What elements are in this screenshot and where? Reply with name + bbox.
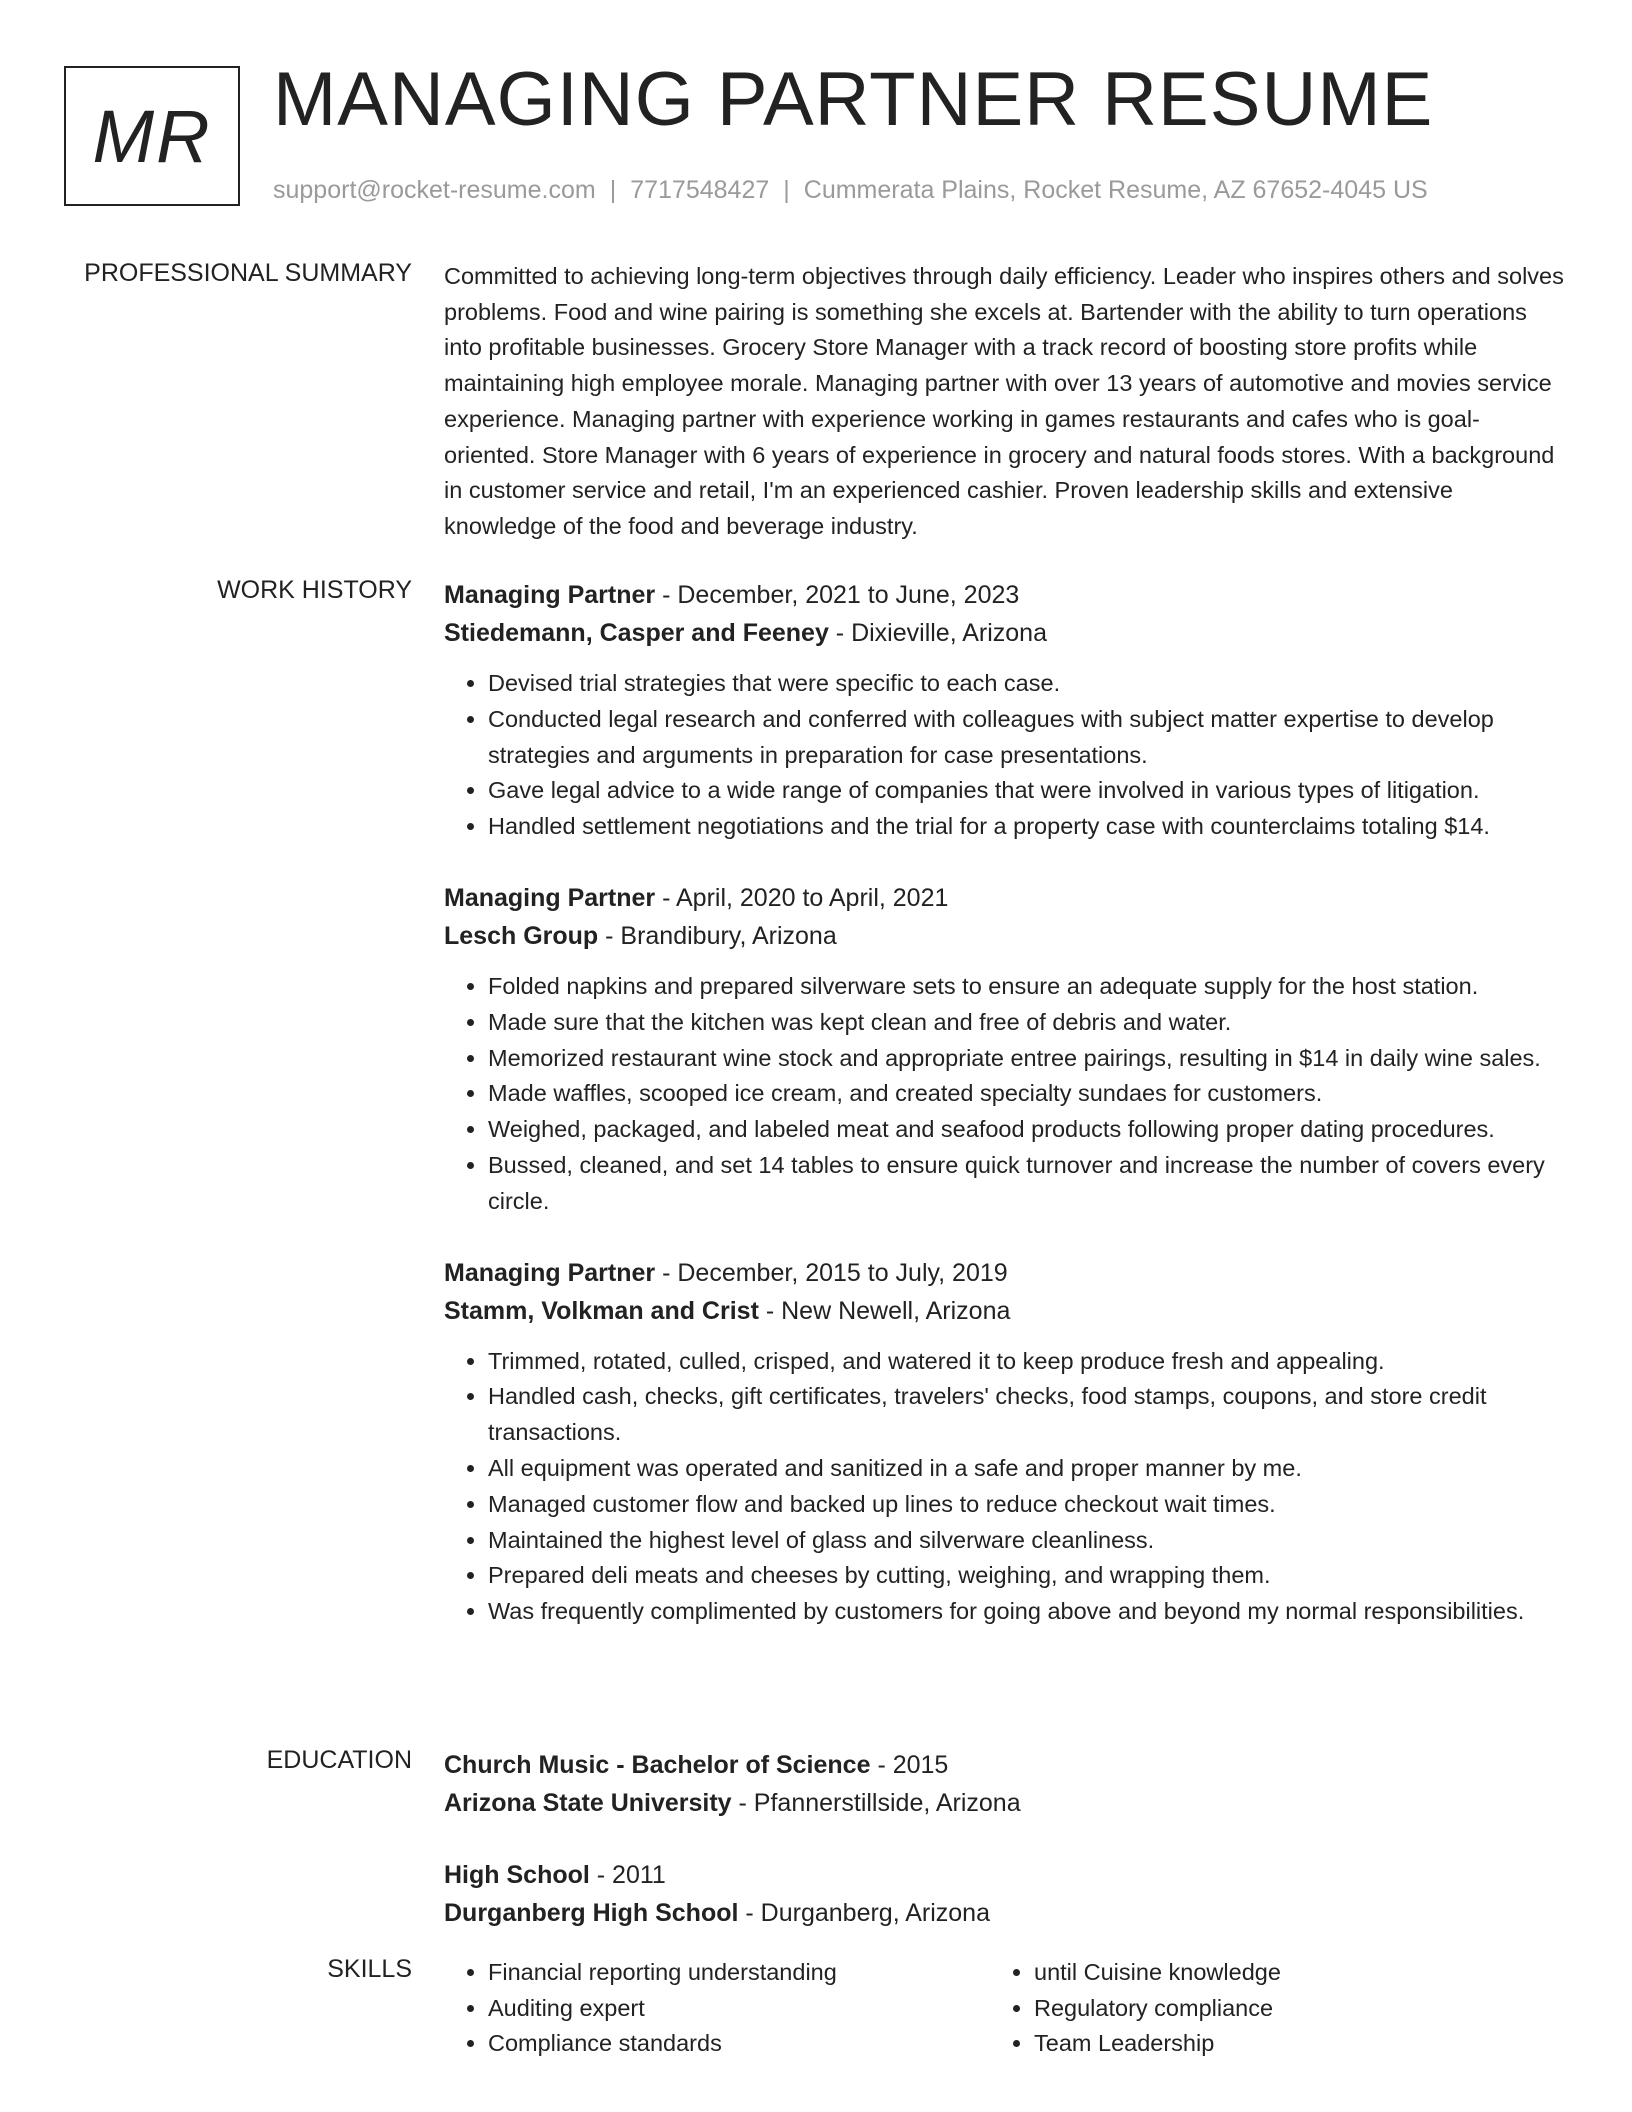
education-location: - Durganberg, Arizona (738, 1899, 990, 1927)
job-entry (444, 576, 1564, 845)
job-title-line (444, 879, 1564, 917)
skill-item: • Compliance standards (488, 2026, 990, 2062)
job-bullet: • Was frequently complimented by customers for going above and beyond my normal responsibilities. (488, 1594, 1564, 1630)
contact-separator: | (609, 176, 617, 204)
section-label-skills: SKILLS (327, 1955, 412, 1983)
job-company: Lesch Group (444, 921, 599, 950)
job-company: Stiedemann, Casper and Feeney (444, 619, 829, 647)
skill-item: • until Cuisine knowledge (1034, 1955, 1536, 1991)
job-title: Managing Partner (444, 1258, 656, 1287)
job-bullets (444, 666, 1564, 845)
education-year: - 2015 (870, 1751, 949, 1779)
education-degree: High School (444, 1861, 590, 1889)
section-label-education: EDUCATION (266, 1746, 412, 1774)
job-bullet: • Bussed, cleaned, and set 14 tables to ensure quick turnover and increase the number of covers every circle. (488, 1148, 1564, 1220)
skill-item: • Team Leadership (1034, 2026, 1536, 2062)
job-company-line (444, 917, 1564, 955)
section-label-summary: PROFESSIONAL SUMMARY (84, 259, 412, 287)
education-body (444, 1746, 1564, 1966)
job-bullet: • Handled settlement negotiations and the trial for a property case with counterclaims totaling $14. (488, 809, 1564, 845)
skill-item: • Auditing expert (488, 1991, 990, 2027)
job-title: Managing Partner (444, 883, 656, 912)
job-bullet: • Maintained the highest level of glass and silverware cleanliness. (488, 1523, 1564, 1559)
job-company-line (444, 614, 1564, 652)
contact-phone: 7717548427 (630, 176, 770, 204)
education-entry (444, 1746, 1564, 1822)
summary-body (444, 259, 1564, 545)
job-bullet: • Conducted legal research and conferred with colleagues with subject matter expertise to develop strategies and arguments in preparation for case presentations. (488, 702, 1564, 774)
job-bullet: • All equipment was operated and sanitized in a safe and proper manner by me. (488, 1451, 1564, 1487)
skills-columns (444, 1955, 1564, 2062)
skill-item: • Financial reporting understanding (488, 1955, 990, 1991)
job-location: - Brandibury, Arizona (598, 921, 837, 950)
job-bullet: • Trimmed, rotated, culled, crisped, and watered it to keep produce fresh and appealing. (488, 1344, 1564, 1380)
section-label-work: WORK HISTORY (217, 576, 412, 604)
job-bullet: • Devised trial strategies that were specific to each case. (488, 666, 1564, 702)
skills-list-left (444, 1955, 990, 2062)
job-bullets (444, 969, 1564, 1220)
job-bullet: • Made sure that the kitchen was kept clean and free of debris and water. (488, 1005, 1564, 1041)
job-entry (444, 879, 1564, 1220)
job-dates: - December, 2021 to June, 2023 (655, 581, 1020, 609)
education-school-line (444, 1784, 1564, 1822)
job-bullet: • Gave legal advice to a wide range of companies that were involved in various types of litigation. (488, 773, 1564, 809)
education-school-line (444, 1894, 1564, 1932)
monogram-initials: MR (92, 94, 212, 178)
job-bullet: • Handled cash, checks, gift certificates, travelers' checks, food stamps, coupons, and store credit transactions. (488, 1379, 1564, 1451)
job-company: Stamm, Volkman and Crist (444, 1296, 759, 1325)
job-entry (444, 1254, 1564, 1630)
job-dates: - April, 2020 to April, 2021 (655, 883, 949, 912)
job-company-line (444, 1292, 1564, 1330)
summary-text: Committed to achieving long-term objectives through daily efficiency. Leader who inspires others and solves problems. Food and wine pairing is something she excels at. Bartender with the ability to turn operations into profitable businesses. Grocery Store Manager with a track record of boosting store profits while maintaining high employee morale. Managing partner with over 13 years of automotive and movies service experience. Managing partner with experience working in games restaurants and cafes who is goal-oriented. Store Manager with 6 years of experience in grocery and natural foods stores. With a background in customer service and retail, I'm an experienced cashier. Proven leadership skills and extensive knowledge of the food and beverage industry. (444, 263, 1564, 539)
monogram-box (64, 66, 240, 206)
job-bullet: • Managed customer flow and backed up lines to reduce checkout wait times. (488, 1487, 1564, 1523)
education-entry (444, 1856, 1564, 1932)
education-year: - 2011 (589, 1861, 666, 1889)
skills-body (444, 1955, 1564, 2062)
contact-line (273, 176, 1428, 205)
work-body (444, 576, 1564, 1664)
contact-separator: | (783, 176, 790, 204)
contact-address: Cummerata Plains, Rocket Resume, AZ 67652-4045 US (803, 176, 1428, 204)
skill-item: • Regulatory compliance (1034, 1991, 1536, 2027)
education-degree-line (444, 1856, 1564, 1894)
job-bullet: • Memorized restaurant wine stock and appropriate entree pairings, resulting in $14 in daily wine sales. (488, 1041, 1564, 1077)
job-location: - New Newell, Arizona (758, 1296, 1011, 1325)
job-dates: - December, 2015 to July, 2019 (655, 1258, 1008, 1287)
job-location: - Dixieville, Arizona (828, 619, 1047, 647)
education-school: Durganberg High School (444, 1899, 739, 1927)
education-school: Arizona State University (444, 1789, 732, 1817)
job-title-line (444, 576, 1564, 614)
job-title: Managing Partner (444, 581, 656, 609)
job-bullet: • Folded napkins and prepared silverware sets to ensure an adequate supply for the host station. (488, 969, 1564, 1005)
skills-list-right (990, 1955, 1536, 2062)
job-bullets (444, 1344, 1564, 1630)
job-title-line (444, 1254, 1564, 1292)
resume-title: MANAGING PARTNER RESUME (273, 57, 1434, 142)
education-location: - Pfannerstillside, Arizona (731, 1789, 1021, 1817)
education-degree-line (444, 1746, 1564, 1784)
contact-email: support@rocket-resume.com (273, 176, 596, 204)
job-bullet: • Prepared deli meats and cheeses by cutting, weighing, and wrapping them. (488, 1558, 1564, 1594)
job-bullet: • Weighed, packaged, and labeled meat and seafood products following proper dating procedures. (488, 1112, 1564, 1148)
job-bullet: • Made waffles, scooped ice cream, and created specialty sundaes for customers. (488, 1076, 1564, 1112)
education-degree: Church Music - Bachelor of Science (444, 1751, 871, 1779)
